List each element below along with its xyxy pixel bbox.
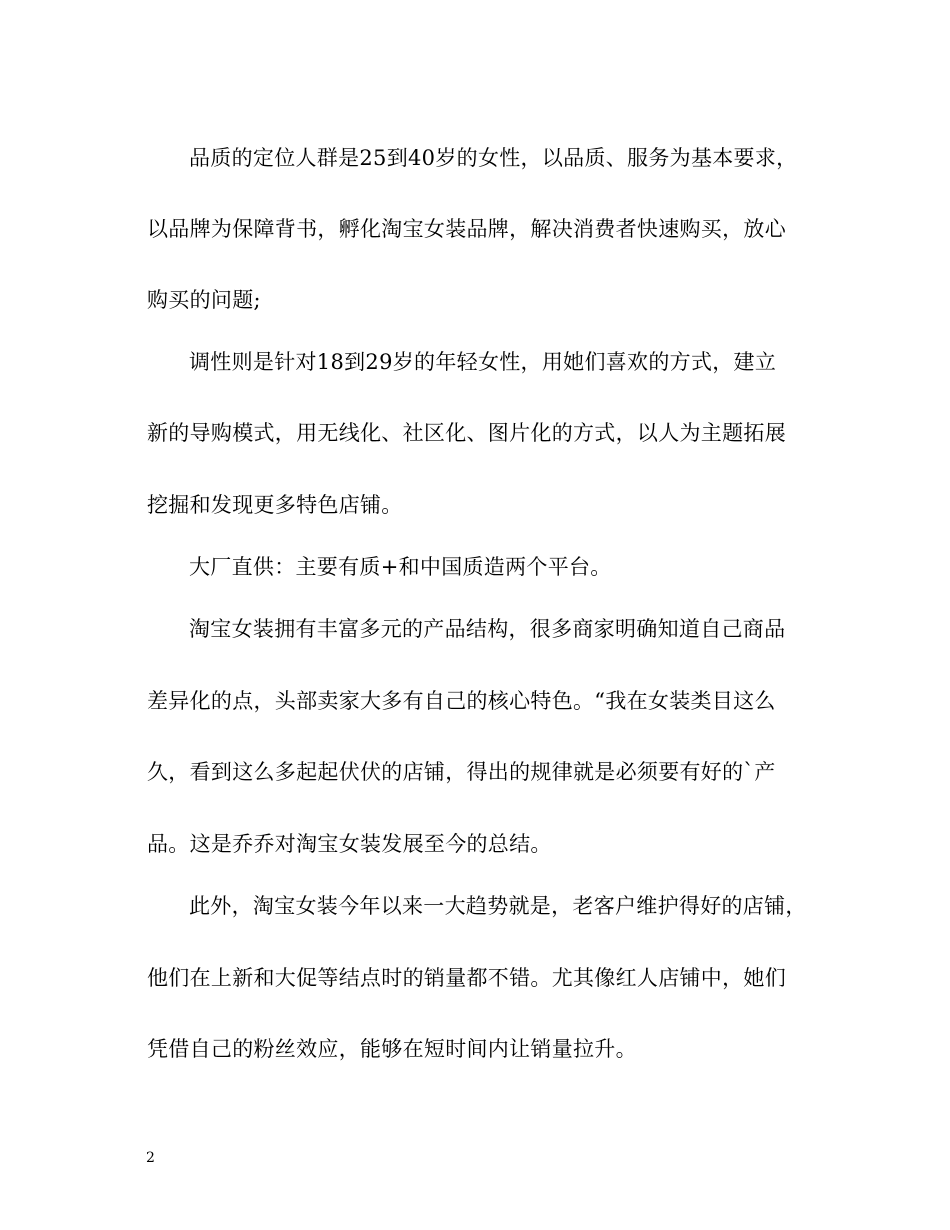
paragraph-line: 凭借自己的粉丝效应，能够在短时间内让销量拉升。 (147, 1037, 637, 1061)
paragraph-line: 他们在上新和大促等结点时的销量都不错。尤其像红人店铺中，她们 (147, 966, 786, 990)
paragraph-line: 差异化的点，头部卖家大多有自己的核心特色。“我在女装类目这么 (147, 689, 776, 713)
paragraph-line: 新的导购模式，用无线化、社区化、图片化的方式，以人为主题拓展 (147, 421, 786, 445)
paragraph-line: 调性则是针对18到29岁的年轻女性，用她们喜欢的方式，建立 (189, 350, 777, 374)
page-number: 2 (146, 1150, 155, 1166)
paragraph-line: 以品牌为保障背书，孵化淘宝女装品牌，解决消费者快速购买，放心 (147, 217, 786, 241)
paragraph-line: 淘宝女装拥有丰富多元的产品结构，很多商家明确知道自己商品 (189, 617, 786, 641)
paragraph-line: 品。这是乔乔对淘宝女装发展至今的总结。 (147, 832, 552, 856)
paragraph-line: 此外，淘宝女装今年以来一大趋势就是，老客户维护得好的店铺， (189, 894, 807, 918)
paragraph-line: 挖掘和发现更多特色店铺。 (147, 493, 403, 517)
paragraph-line: 久，看到这么多起起伏伏的店铺，得出的规律就是必须要有好的`产 (147, 760, 776, 784)
paragraph-line: 大厂直供：主要有质+和中国质造两个平台。 (189, 555, 612, 579)
paragraph-line: 品质的定位人群是25到40岁的女性，以品质、服务为基本要求， (189, 146, 798, 170)
paragraph-line: 购买的问题; (147, 288, 261, 312)
